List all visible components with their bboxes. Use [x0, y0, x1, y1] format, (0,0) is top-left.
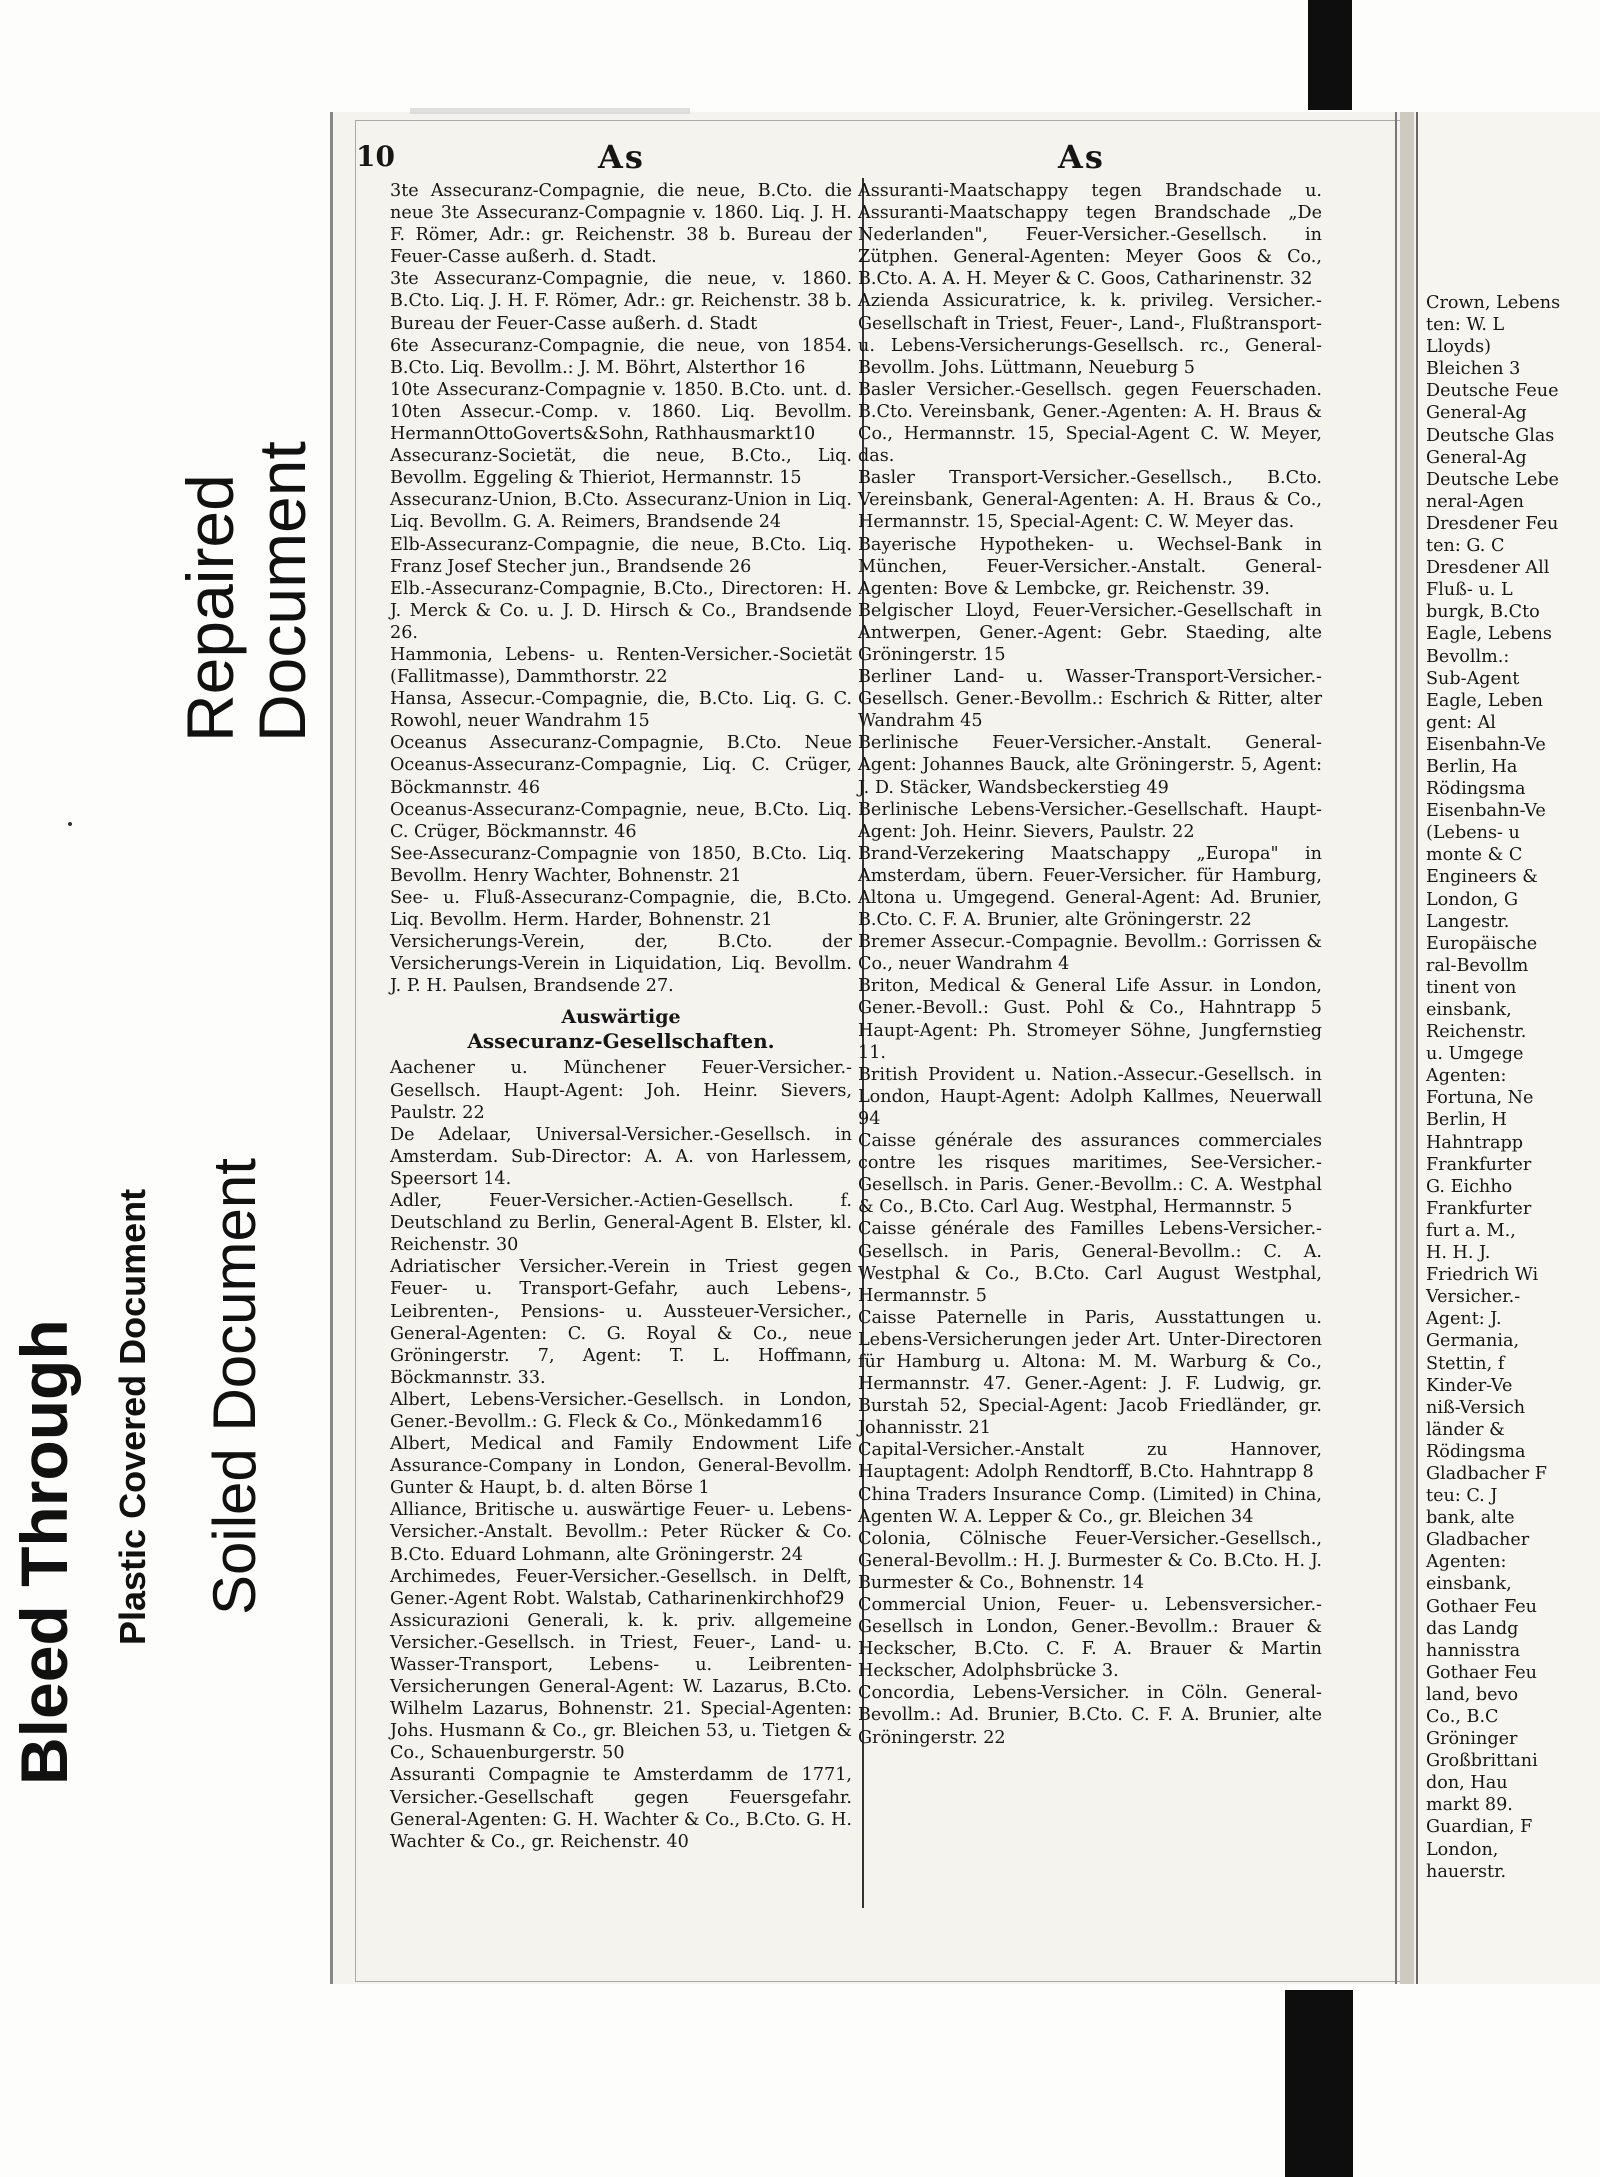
directory-entry: 3te Assecuranz-Compagnie, die neue, v. 1860. B.Cto. Liq. J. H. F. Römer, Adr.: gr. Reichenstr. 38 b. Bureau der Feuer-Casse außerh. d. Stadt: [390, 269, 852, 334]
directory-entry: Assecuranz-Union, B.Cto. Assecuranz-Union in Liq. Liq. Bevollm. G. A. Reimers, Brandsende 24: [390, 490, 852, 533]
plastic-covered-label: Plastic Covered Document: [112, 1188, 153, 1645]
repaired-label-line1: Repaired: [173, 474, 247, 742]
directory-entry: Adler, Feuer-Versicher.-Actien-Gesellsch. f. Deutschland zu Berlin, General-Agent B. Elster, kl. Reichenstr. 30: [390, 1191, 852, 1256]
directory-entry: Rödingsma: [1426, 1441, 1526, 1462]
directory-entry: Eisenbahn-Ve: [1426, 801, 1546, 822]
directory-entry: u. Umgege: [1426, 1044, 1524, 1065]
directory-entry: einsbank,: [1426, 1574, 1512, 1595]
gutter-line: [1395, 112, 1397, 1984]
directory-entry: Großbrittani: [1426, 1751, 1538, 1772]
directory-entry: land, bevo: [1426, 1684, 1519, 1705]
directory-entry: Assuranti Compagnie te Amsterdamm de 1771, Versicher.-Gesellschaft gegen Feuersgefahr. General-Agenten: G. H. Wachter & Co., B.Cto. G. H. Wachter & Co., gr. Reichenstr. 40: [390, 1765, 852, 1852]
directory-entry: Frankfurter: [1426, 1154, 1532, 1175]
left-entries: [390, 180, 852, 997]
directory-entry: einsbank,: [1426, 1000, 1512, 1020]
directory-entry: gent: Al: [1426, 712, 1496, 733]
directory-entry: Assuranti-Maatschappy tegen Brandschade u. Assuranti-Maatschappy tegen Brandschade „De Nederlanden", Feuer-Versicher.-Gesellsch. in Zütphen. General-Agenten: Meyer Goos & Co., B.Cto. A. A. H. Meyer & C. Goos, Catharinenstr. 32: [858, 181, 1322, 290]
directory-entry: Rödingsma: [1426, 779, 1526, 800]
directory-entry: Fortuna, Ne: [1426, 1088, 1534, 1109]
directory-entry: don, Hau: [1426, 1773, 1508, 1794]
directory-entry: Oceanus-Assecuranz-Compagnie, neue, B.Cto. Liq. C. Crüger, Böckmannstr. 46: [390, 799, 852, 842]
directory-entry: Fluß- u. L: [1426, 580, 1513, 601]
page-top-smear: [410, 108, 690, 114]
directory-entry: Albert, Medical and Family Endowment Life Assurance-Company in London, General-Bevollm. Gunter & Haupt, b. d. alten Börse 1: [390, 1434, 852, 1499]
directory-entry: Sub-Agent: [1426, 668, 1520, 689]
directory-entry: Aachener u. Münchener Feuer-Versicher.-Gesellsch. Haupt-Agent: Joh. Heinr. Sievers, Paulstr. 22: [390, 1058, 852, 1123]
directory-entry: Elb.-Assecuranz-Compagnie, B.Cto., Directoren: H. J. Merck & Co. u. J. D. Hirsch & Co., Brandsende 26.: [390, 578, 852, 643]
directory-entry: Dresdener All: [1426, 558, 1550, 579]
directory-entry: tinent von: [1426, 977, 1517, 998]
directory-entry: markt 89.: [1426, 1795, 1513, 1816]
directory-entry: Assicurazioni Generali, k. k. priv. allgemeine Versicher.-Gesellsch. in Triest, Feuer-, Land- u. Wasser-Transport, Lebens- u. Leibrenten-Versicherungen General-Agent: W. Lazarus, B.Cto. Wilhelm Lazarus, Bohnenstr. 21. Special-Agenten: Johs. Husmann & Co., gr. Bleichen 53, u. Tietgen & Co., Schauenburgerstr. 50: [390, 1610, 852, 1764]
section-heading-line1: Auswärtige: [561, 1006, 681, 1029]
directory-entry: Commercial Union, Feuer- u. Lebensversicher.-Gesellsch in London, Gener.-Bevollm.: Brauer & Heckscher, B.Cto. C. F. A. Brauer & Martin Heckscher, Adolphsbrücke 3.: [858, 1595, 1322, 1682]
directory-entry: Bayerische Hypotheken- u. Wechsel-Bank in München, Feuer-Versicher.-Anstalt. General-Agenten: Bove & Lembcke, gr. Reichenstr. 39.: [858, 534, 1322, 599]
directory-entry: London, G: [1426, 889, 1519, 910]
edge-bar-top: [1308, 0, 1352, 110]
directory-entry: Azienda Assicuratrice, k. k. privileg. Versicher.-Gesellschaft in Triest, Feuer-, Land-, Flußtransport- u. Lebens-Versicherungs-Gesellsch. rc., General-Bevollm. Johs. Lüttmann, Neueburg 5: [858, 291, 1322, 378]
directory-entry: Bremer Assecur.-Compagnie. Bevollm.: Gorrissen & Co., neuer Wandrahm 4: [858, 932, 1322, 975]
directory-entry: Adriatischer Versicher.-Verein in Triest gegen Feuer- u. Transport-Gefahr, auch Lebens-, Leibrenten-, Pensions- u. Aussteuer-Versicher., General-Agenten: C. G. Royal & Co., neue Gröningerstr. 7, Agent: T. L. Hoffmann, Böckmannstr. 33.: [390, 1257, 852, 1388]
directory-entry: Gröninger: [1426, 1729, 1518, 1750]
directory-entry: Frankfurter: [1426, 1198, 1532, 1219]
facing-page: [1416, 112, 1600, 1984]
directory-entry: ten: G. C: [1426, 536, 1505, 557]
directory-entry: Berlin, H: [1426, 1110, 1507, 1131]
directory-entry: Assecuranz-Societät, die neue, B.Cto., Liq. Bevollm. Eggeling & Thieriot, Hermannstr. 15: [390, 446, 852, 489]
right-entries: [858, 180, 1322, 1749]
edge-bar-bottom: [1285, 1990, 1353, 2177]
directory-entry: Guardian, F: [1426, 1817, 1533, 1838]
directory-entry: monte & C: [1426, 845, 1523, 866]
directory-entry: Hammonia, Lebens- u. Renten-Versicher.-Societät (Fallitmasse), Dammthorstr. 22: [390, 644, 852, 688]
directory-entry: See- u. Fluß-Assecuranz-Compagnie, die, B.Cto. Liq. Bevollm. Herm. Harder, Bohnenstr. 21: [390, 888, 852, 931]
directory-entry: Archimedes, Feuer-Versicher.-Gesellsch. in Delft, Gener.-Agent Robt. Walstab, Catharinenkirchhof29: [390, 1566, 852, 1609]
directory-entry: Eagle, Lebens: [1426, 624, 1552, 645]
repaired-label: [174, 441, 318, 742]
running-head-right: As: [1058, 138, 1105, 176]
directory-entry: General-Ag: [1426, 403, 1527, 424]
directory-entry: See-Assecuranz-Compagnie von 1850, B.Cto. Liq. Bevollm. Henry Wachter, Bohnenstr. 21: [390, 843, 852, 886]
directory-entry: Alliance, Britische u. auswärtige Feuer- u. Lebens-Versicher.-Anstalt. Bevollm.: Peter Rücker & Co. B.Cto. Eduard Lohmann, alte Gröningerstr. 24: [390, 1500, 852, 1565]
directory-entry: G. Eichho: [1426, 1176, 1513, 1197]
soiled-label: Soiled Document: [201, 1158, 268, 1615]
directory-entry: Engineers &: [1426, 867, 1538, 888]
directory-entry: Basler Versicher.-Gesellsch. gegen Feuerschaden. B.Cto. Vereinsbank, Gener.-Agenten: A. H. Braus & Co., Hermannstr. 15, Special-Agent C. W. Meyer, das.: [858, 379, 1322, 467]
directory-entry: Deutsche Glas: [1426, 425, 1555, 446]
directory-entry: Berliner Land- u. Wasser-Transport-Versicher.-Gesellsch. Gener.-Bevollm.: Eschrich & Ritter, alter Wandrahm 45: [858, 667, 1322, 732]
directory-entry: Langestr.: [1426, 911, 1510, 932]
directory-entry: Gothaer Feu: [1426, 1596, 1537, 1617]
directory-entry: burgk, B.Cto: [1426, 602, 1540, 623]
directory-entry: furt a. M.,: [1426, 1220, 1516, 1241]
directory-entry: General-Ag: [1426, 447, 1527, 468]
directory-entry: Agenten:: [1426, 1552, 1507, 1573]
directory-entry: Brand-Verzekering Maatschappy „Europa" in Amsterdam, übern. Feuer-Versicher. für Hamburg, Altona u. Umgegend. General-Agent: Ad. Brunier, B.Cto. C. F. A. Brunier, alte Gröningerstr. 22: [858, 843, 1322, 931]
directory-entry: niß-Versich: [1426, 1397, 1526, 1418]
directory-entry: Albert, Lebens-Versicher.-Gesellsch. in London, Gener.-Bevollm.: G. Fleck & Co., Mönkedamm16: [390, 1389, 852, 1432]
directory-entry: Elb-Assecuranz-Compagnie, die neue, B.Cto. Liq. Franz Josef Stecher jun., Brandsende 26: [390, 534, 852, 577]
directory-entry: Versicher.-: [1426, 1287, 1521, 1308]
directory-entry: Europäische: [1426, 933, 1538, 954]
directory-entry: hannisstra: [1426, 1640, 1521, 1661]
directory-entry: Colonia, Cölnische Feuer-Versicher.-Gesellsch., General-Bevollm.: H. J. Burmester & Co. B.Cto. H. J. Burmester & Co., Bohnenstr. 14: [858, 1528, 1322, 1593]
directory-entry: Belgischer Lloyd, Feuer-Versicher.-Gesellschaft in Antwerpen, Gener.-Agent: Gebr. Staeding, alte Gröningerstr. 15: [858, 600, 1322, 665]
directory-entry: Reichenstr.: [1426, 1022, 1527, 1043]
directory-entry: Eagle, Leben: [1426, 690, 1543, 711]
directory-entry: Caisse Paternelle in Paris, Ausstattungen u. Lebens-Versicherungen jeder Art. Unter-Directoren für Hamburg u. Altona: M. M. Warburg & Co., Hermannstr. 47. Gener.-Agent: J. F. Ludwig, gr. Burstah 52, Special-Agent: Jacob Friedländer, gr. Johannisstr. 21: [858, 1307, 1322, 1439]
directory-entry: Lloyds): [1426, 337, 1491, 358]
directory-entry: bank, alte: [1426, 1508, 1515, 1529]
directory-entry: 3te Assecuranz-Compagnie, die neue, B.Cto. die neue 3te Assecuranz-Compagnie v. 1860. Liq. J. H. F. Römer, Adr.: gr. Reichenstr. 38 b. Bureau der Feuer-Casse außerh. d. Stadt.: [390, 181, 852, 268]
directory-entry: teu: C. J: [1426, 1486, 1498, 1507]
directory-entry: Bleichen 3: [1426, 359, 1521, 380]
running-head-left: As: [598, 138, 645, 176]
repaired-label-line2: Document: [245, 441, 319, 742]
section-heading: [390, 1005, 852, 1053]
directory-entry: British Provident u. Nation.-Assecur.-Gesellsch. in London, Haupt-Agent: Adolph Kallmes, Neuerwall 94: [858, 1064, 1322, 1129]
directory-entry: Germania,: [1426, 1331, 1520, 1352]
directory-entry: Berlin, Ha: [1426, 756, 1518, 777]
directory-entry: London,: [1426, 1839, 1499, 1860]
directory-entry: Agent: J.: [1426, 1309, 1502, 1330]
directory-entry: Friedrich Wi: [1426, 1265, 1539, 1286]
directory-entry: Deutsche Lebe: [1426, 469, 1559, 490]
bleed-through-label: Bleed Through: [7, 1319, 81, 1785]
directory-entry: neral-Agen: [1426, 491, 1524, 512]
section-heading-line2: Assecuranz-Gesellschaften.: [467, 1029, 775, 1054]
directory-entry: das Landg: [1426, 1618, 1519, 1639]
directory-entry: Bevollm.:: [1426, 646, 1510, 667]
directory-entry: Briton, Medical & General Life Assur. in London, Gener.-Bevoll.: Gust. Pohl & Co., Hahntrapp 5 Haupt-Agent: Ph. Stromeyer Söhne, Jungfernstieg 11.: [858, 976, 1322, 1063]
directory-entry: Capital-Versicher.-Anstalt zu Hannover, Hauptagent: Adolph Rendtorff, B.Cto. Hahntrapp 8: [858, 1440, 1322, 1483]
directory-entry: H. H. J.: [1426, 1243, 1491, 1264]
book-spine: [1400, 112, 1414, 1984]
directory-entry: ten: W. L: [1426, 315, 1505, 336]
facing-page-column: [1418, 292, 1600, 1883]
directory-entry: Crown, Lebens: [1426, 293, 1561, 313]
directory-entry: Kinder-Ve: [1426, 1375, 1513, 1396]
directory-entry: Gladbacher F: [1426, 1463, 1547, 1484]
directory-entry: Gothaer Feu: [1426, 1662, 1537, 1683]
directory-entry: Agenten:: [1426, 1066, 1507, 1087]
directory-entry: 6te Assecuranz-Compagnie, die neue, von 1854. B.Cto. Liq. Bevollm.: J. M. Böhrt, Alsterthor 16: [390, 335, 852, 378]
directory-entry: Deutsche Feue: [1426, 381, 1559, 402]
directory-entry: Hansa, Assecur.-Compagnie, die, B.Cto. Liq. G. C. Rowohl, neuer Wandrahm 15: [390, 689, 852, 732]
directory-entry: Stettin, f: [1426, 1353, 1505, 1374]
directory-entry: Co., B.C: [1426, 1707, 1499, 1727]
directory-entry: Gladbacher: [1426, 1530, 1530, 1551]
page-number: 10: [356, 140, 395, 173]
directory-entry: Dresdener Feu: [1426, 513, 1559, 534]
directory-entry: länder &: [1426, 1419, 1505, 1440]
stain-dot: [68, 822, 72, 826]
directory-entry: China Traders Insurance Comp. (Limited) in China, Agenten W. A. Lepper & Co., gr. Bleichen 34: [858, 1484, 1322, 1527]
directory-entry: Versicherungs-Verein, der, B.Cto. der Versicherungs-Verein in Liquidation, Liq. Bevollm. J. P. H. Paulsen, Brandsende 27.: [390, 932, 852, 997]
directory-entry: Berlinische Feuer-Versicher.-Anstalt. General-Agent: Johannes Bauck, alte Gröningerstr. 5, Agent: J. D. Stäcker, Wandsbeckerstieg 49: [858, 733, 1322, 798]
directory-entry: Berlinische Lebens-Versicher.-Gesellschaft. Haupt-Agent: Joh. Heinr. Sievers, Paulstr. 22: [858, 799, 1322, 842]
left-entries-2: [390, 1057, 852, 1852]
directory-entry: Concordia, Lebens-Versicher. in Cöln. General-Bevollm.: Ad. Brunier, B.Cto. C. F. A. Brunier, alte Gröningerstr. 22: [858, 1683, 1322, 1748]
directory-entry: Eisenbahn-Ve: [1426, 734, 1546, 755]
directory-entry: De Adelaar, Universal-Versicher.-Gesellsch. in Amsterdam. Sub-Director: A. A. von Harlessem, Speersort 14.: [390, 1124, 852, 1189]
right-column: [858, 180, 1322, 1749]
directory-entry: Caisse générale des assurances commerciales contre les risques maritimes, See-Versicher.-Gesellsch. in Paris. Gener.-Bevollm.: C. A. Westphal & Co., B.Cto. Carl Aug. Westphal, Hermannstr. 5: [858, 1131, 1322, 1218]
directory-entry: Basler Transport-Versicher.-Gesellsch., B.Cto. Vereinsbank, General-Agenten: A. H. Braus & Co., Hermannstr. 15, Special-Agent: C. W. Meyer das.: [858, 468, 1322, 533]
directory-entry: 10te Assecuranz-Compagnie v. 1850. B.Cto. unt. d. 10ten Assecur.-Comp. v. 1860. Liq. Bevollm. HermannOttoGoverts&Sohn, Rathhausmarkt10: [390, 379, 852, 445]
directory-entry: Oceanus Assecuranz-Compagnie, B.Cto. Neue Oceanus-Assecuranz-Compagnie, Liq. C. Crüger, Böckmannstr. 46: [390, 733, 852, 798]
directory-entry: ral-Bevollm: [1426, 955, 1529, 976]
directory-entry: hauerstr.: [1426, 1861, 1507, 1882]
directory-entry: Hahntrapp: [1426, 1132, 1523, 1153]
directory-entry: Caisse générale des Familles Lebens-Versicher.-Gesellsch. in Paris, General-Bevollm.: C. A. Westphal & Co., B.Cto. Carl August Westphal, Hermannstr. 5: [858, 1219, 1322, 1306]
left-column: [390, 180, 852, 1853]
directory-entry: (Lebens- u: [1426, 823, 1520, 844]
